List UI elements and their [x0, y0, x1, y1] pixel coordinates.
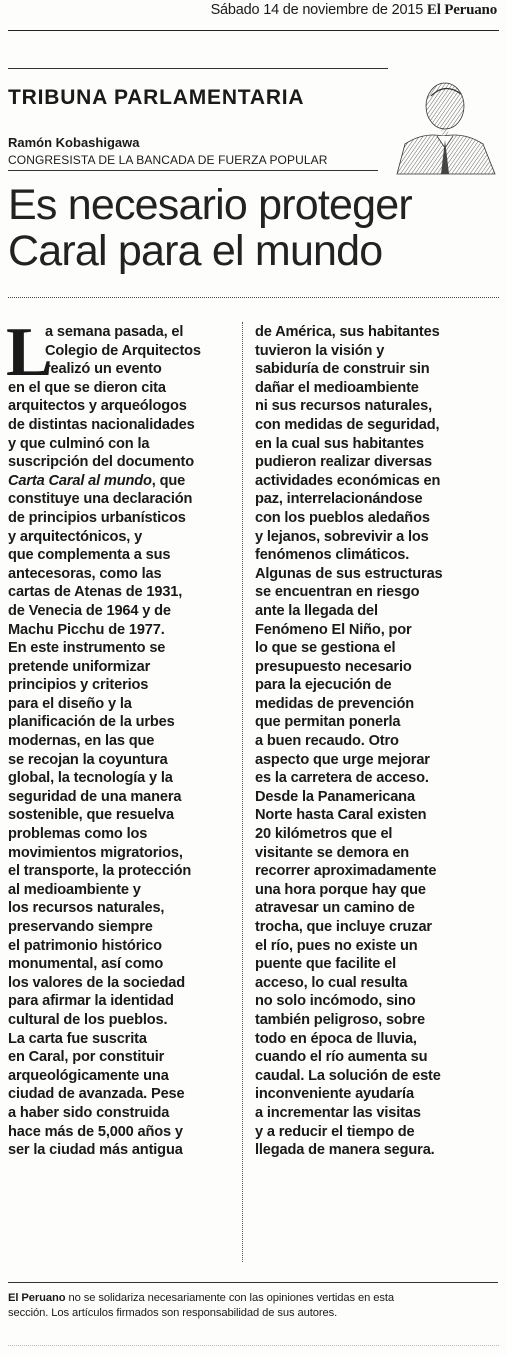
article-line: pudieron realizar diversas [255, 454, 432, 471]
disclaimer-brand: El Peruano [8, 1292, 66, 1304]
article-line: el río, pues no existe un [255, 937, 418, 954]
article-line: a incrementar las visitas [255, 1104, 421, 1121]
top-rule [8, 30, 499, 31]
article-line: problemas como los [8, 826, 148, 843]
author-portrait [383, 78, 501, 174]
article-line: Carta Caral al mundo, que [8, 472, 186, 489]
article-line: los valores de la sociedad [8, 974, 185, 991]
article-line: monumental, así como [8, 956, 164, 973]
article-line: todo en época de lluvia, [255, 1030, 417, 1047]
article-line: se encuentran en riesgo [255, 584, 420, 601]
article-line: los recursos naturales, [8, 900, 165, 917]
author-name: Ramón Kobashigawa [8, 135, 140, 150]
article-line: puente que facilite el [255, 956, 397, 973]
article-line: que permitan ponerla [255, 714, 401, 731]
article-line: el patrimonio histórico [8, 937, 162, 954]
article-column-1 [6, 314, 235, 1160]
article-line: para la ejecución de [255, 677, 392, 694]
article-line: en la cual sus habitantes [255, 435, 425, 452]
headline-line-2: Caral para el mundo [8, 227, 383, 275]
article-line: con medidas de seguridad, [255, 416, 440, 433]
article-line: 20 kilómetros que el [255, 826, 393, 843]
article-line: En este instrumento se [8, 640, 166, 657]
article-line: visitante se demora en [255, 844, 410, 861]
article-line: a semana pasada, el [45, 324, 184, 340]
article-line: arquitectos y arqueólogos [8, 398, 187, 415]
date: Sábado 14 de noviembre de 2015 [210, 2, 424, 18]
article-line: que complementa a sus [8, 547, 171, 564]
article-line: preservando siempre [8, 919, 153, 935]
article-line: Desde la Panamericana [255, 788, 415, 805]
document-title: Carta Caral al mundo [8, 472, 152, 489]
article-line: llegada de manera segura. [255, 1142, 435, 1159]
article-line: atravesar un camino de [255, 900, 415, 917]
article-line: suscripción del documento [8, 454, 194, 471]
article-line: a buen recaudo. Otro [255, 733, 399, 750]
article-line: el transporte, la protección [8, 863, 192, 880]
article-line: ciudad de avanzada. Pese [8, 1086, 185, 1103]
article-line: principios y criterios [8, 677, 149, 694]
article-line: y que culminó con la [8, 435, 150, 452]
headline-line-1: Es necesario proteger [8, 181, 412, 229]
bottom-dotted-rule [8, 1345, 499, 1346]
article-line: Machu Picchu de 1977. [8, 621, 165, 638]
article-line: una hora porque hay que [255, 881, 426, 898]
article-line: se recojan la coyuntura [8, 751, 168, 768]
article-line: actividades económicas en [255, 472, 441, 489]
column-divider [242, 322, 243, 1262]
article-column-2 [255, 323, 503, 1160]
drop-cap: L [6, 314, 53, 391]
article-line: para el diseño y la [8, 695, 132, 712]
article-line: arqueológicamente una [8, 1067, 169, 1084]
article-line: y a reducir el tiempo de [255, 1123, 415, 1140]
article-line: hace más de 5,000 años y [8, 1123, 183, 1140]
article-line: de Venecia de 1964 y de [8, 602, 171, 619]
article-line: cuando el río aumenta su [255, 1049, 428, 1066]
article-line: aspecto que urge mejorar [255, 751, 430, 768]
article-line: en el que se dieron cita [8, 379, 166, 396]
article-line: trocha, que incluye cruzar [255, 919, 432, 935]
article-line: cultural de los pueblos. [8, 1011, 168, 1028]
section-title: TRIBUNA PARLAMENTARIA [8, 86, 305, 109]
article-line: inconveniente ayudaría [255, 1086, 414, 1103]
article-line: de América, sus habitantes [255, 324, 440, 340]
article-line: constituye una declaración [8, 491, 193, 508]
article-line: no solo incómodo, sino [255, 993, 416, 1010]
article-line: a haber sido construida [8, 1104, 170, 1121]
article-line: paz, interrelacionándose [255, 491, 423, 508]
headline-dotted-rule [8, 297, 499, 298]
article-line: presupuesto necesario [255, 658, 412, 675]
article-line: en Caral, por constituir [8, 1049, 165, 1066]
article-line: Norte hasta Caral existen [255, 807, 427, 824]
article-line: La carta fue suscrita [8, 1030, 147, 1047]
article-line: al medioambiente y [8, 881, 141, 898]
article-line: cartas de Atenas de 1931, [8, 584, 183, 601]
footnote-rule [8, 1282, 498, 1283]
article-line: para afirmar la identidad [8, 993, 174, 1010]
article-line: global, la tecnología y la [8, 770, 173, 787]
dateline [211, 2, 497, 19]
article-line: realizó un evento [45, 361, 162, 378]
article-line: acceso, lo cual resulta [255, 974, 408, 991]
article-line: medidas de prevención [255, 695, 415, 712]
article-line: ante la llegada del [255, 602, 378, 619]
article-line: caudal. La solución de este [255, 1067, 441, 1084]
article-line: movimientos migratorios, [8, 844, 183, 861]
article-line: y arquitectónicos, y [8, 528, 143, 545]
article-line: es la carretera de acceso. [255, 770, 429, 787]
disclaimer-line-2: sección. Los artículos firmados son responsabilidad de sus autores. [8, 1307, 338, 1319]
author-rule [8, 170, 378, 171]
disclaimer [8, 1291, 488, 1321]
article-line: sabiduría de construir sin [255, 361, 430, 378]
article-line: y lejanos, sobrevivir a los [255, 528, 429, 545]
article-line: ni sus recursos naturales, [255, 398, 432, 415]
article-line: de distintas nacionalidades [8, 416, 195, 433]
article-line: recorrer aproximadamente [255, 863, 437, 880]
article-line: también peligroso, sobre [255, 1011, 425, 1028]
article-line: lo que se gestiona el [255, 640, 396, 657]
disclaimer-text: no se solidariza necesariamente con las opiniones vertidas en esta [65, 1292, 394, 1304]
disclaimer-line-1 [8, 1291, 488, 1306]
newspaper-name: El Peruano [426, 2, 497, 18]
article-line: modernas, en las que [8, 733, 155, 750]
article-line: seguridad de una manera [8, 788, 182, 805]
author-title: CONGRESISTA DE LA BANCADA DE FUERZA POPULAR [8, 153, 328, 167]
headline [8, 182, 503, 274]
article-line: de principios urbanísticos [8, 509, 186, 526]
section-rule [8, 68, 388, 69]
article-line: tuvieron la visión y [255, 342, 385, 359]
article-line: fenómenos climáticos. [255, 547, 410, 564]
article-line: con los pueblos aledaños [255, 509, 430, 526]
article-line: Fenómeno El Niño, por [255, 621, 412, 638]
article-line: Algunas de sus estructuras [255, 565, 443, 582]
article-line: pretende uniformizar [8, 658, 151, 675]
article-line: planificación de la urbes [8, 714, 175, 731]
article-line: ser la ciudad más antigua [8, 1142, 183, 1159]
article-line: Colegio de Arquitectos [45, 342, 201, 359]
article-line: dañar el medioambiente [255, 379, 419, 396]
article-line: sostenible, que resuelva [8, 807, 174, 824]
article-line: antecesoras, como las [8, 565, 162, 582]
